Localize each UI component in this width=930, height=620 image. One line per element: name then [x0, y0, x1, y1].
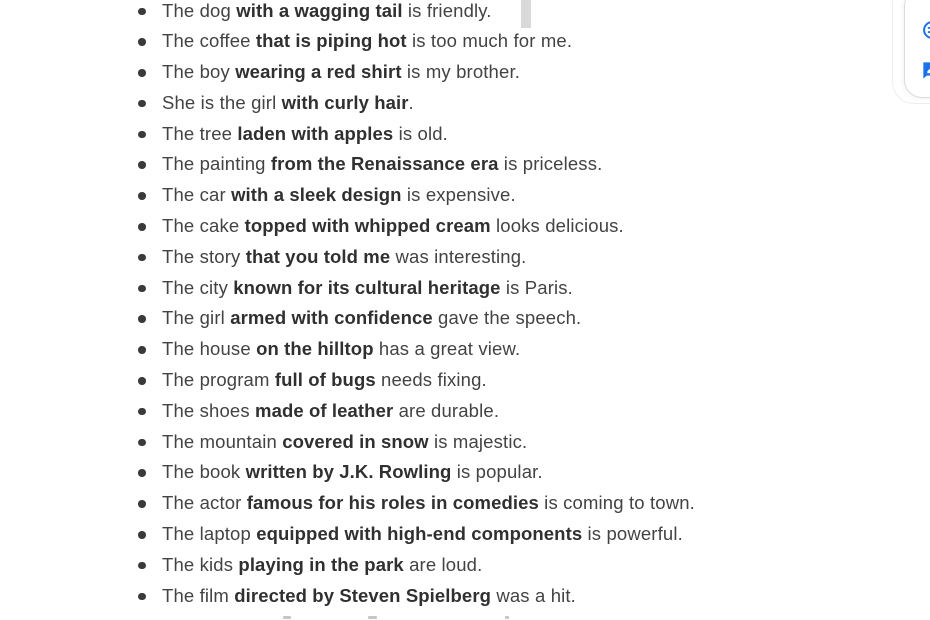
sentence-post: is old.: [393, 122, 448, 144]
sentence-pre: The shoes: [162, 399, 256, 421]
sentence-pre: She is the girl: [162, 91, 282, 113]
list-item: [138, 457, 910, 488]
sentence-pre: The kids: [162, 553, 239, 575]
sentence-bold-phrase: equipped with high-end components: [256, 523, 583, 545]
sentence-pre: The painting: [162, 153, 271, 175]
compose-chat-icon[interactable]: [920, 59, 930, 79]
clipped-text-fragment: [368, 616, 377, 619]
sentence-post: are durable.: [393, 399, 500, 421]
sentence-pre: The car: [162, 184, 232, 206]
sentence-post: is popular.: [451, 461, 543, 483]
list-item: [138, 119, 910, 150]
sentence-bold-phrase: wearing a red shirt: [235, 61, 402, 83]
list-item: [138, 242, 910, 273]
sentence-pre: The boy: [162, 61, 236, 83]
list-item: [138, 273, 910, 304]
sentence-post: is majestic.: [428, 430, 528, 452]
sentence-bold-phrase: full of bugs: [274, 369, 376, 391]
partial-next-line: [0, 615, 930, 620]
sentence-pre: The cake: [162, 215, 245, 237]
text-cursor: [521, 0, 531, 28]
sentence-pre: The coffee: [162, 30, 256, 52]
sentence-pre: The house: [162, 338, 257, 360]
sentence-post: gave the speech.: [432, 307, 582, 329]
sentence-post: is friendly.: [402, 0, 492, 21]
sentence-list: [138, 0, 910, 611]
sentence-bold-phrase: laden with apples: [237, 122, 394, 144]
sentence-pre: The program: [162, 369, 275, 391]
list-item: [138, 519, 910, 550]
sentence-pre: The dog: [162, 0, 237, 21]
circle-lines-icon[interactable]: [922, 20, 930, 40]
list-item: [138, 396, 910, 427]
list-item: [138, 581, 910, 612]
list-item: [138, 149, 910, 180]
list-item: [138, 26, 910, 57]
sentence-post: is priceless.: [498, 153, 603, 175]
sentence-post: was a hit.: [491, 584, 576, 606]
sentence-post: is coming to town.: [538, 492, 695, 514]
sentence-bold-phrase: with a sleek design: [231, 184, 402, 206]
sentence-pre: The city: [162, 276, 234, 298]
list-item: [138, 211, 910, 242]
sentence-post: is too much for me.: [406, 30, 573, 52]
list-item: [138, 550, 910, 581]
sentence-bold-phrase: from the Renaissance era: [270, 153, 499, 175]
sentence-bold-phrase: known for its cultural heritage: [233, 276, 501, 298]
sentence-pre: The mountain: [162, 430, 283, 452]
sentence-bold-phrase: with a wagging tail: [236, 0, 403, 21]
sentence-bold-phrase: that you told me: [245, 245, 391, 267]
sentence-bold-phrase: on the hilltop: [256, 338, 374, 360]
sentence-bold-phrase: that is piping hot: [255, 30, 407, 52]
sentence-bold-phrase: directed by Steven Spielberg: [234, 584, 492, 606]
sentence-pre: The book: [162, 461, 246, 483]
sentence-post: is my brother.: [401, 61, 521, 83]
list-item: [138, 180, 910, 211]
clipped-text-fragment: [283, 616, 291, 619]
list-item: [138, 488, 910, 519]
sentence-post: needs fixing.: [375, 369, 487, 391]
list-item: [138, 427, 910, 458]
list-item: [138, 334, 910, 365]
sentence-post: is powerful.: [582, 523, 683, 545]
sentence-bold-phrase: armed with confidence: [230, 307, 433, 329]
sentence-bold-phrase: with curly hair: [281, 91, 409, 113]
sentence-bold-phrase: written by J.K. Rowling: [245, 461, 452, 483]
list-item: [138, 303, 910, 334]
sentence-pre: The story: [162, 245, 246, 267]
list-item: [138, 88, 910, 119]
sentence-post: .: [408, 91, 414, 113]
sentence-post: looks delicious.: [490, 215, 624, 237]
sentence-bold-phrase: famous for his roles in comedies: [246, 492, 539, 514]
sentence-bold-phrase: made of leather: [255, 399, 394, 421]
sentence-pre: The film: [162, 584, 235, 606]
sentence-post: has a great view.: [373, 338, 521, 360]
sentence-post: are loud.: [403, 553, 483, 575]
sentence-bold-phrase: topped with whipped cream: [244, 215, 491, 237]
sentence-pre: The girl: [162, 307, 231, 329]
extension-widget-panel[interactable]: [904, 0, 930, 98]
sentence-pre: The tree: [162, 122, 238, 144]
sentence-bold-phrase: covered in snow: [282, 430, 429, 452]
list-item: [138, 365, 910, 396]
clipped-text-fragment: [505, 616, 509, 619]
sentence-post: is expensive.: [401, 184, 516, 206]
sentence-pre: The laptop: [162, 523, 257, 545]
sentence-pre: The actor: [162, 492, 247, 514]
sentence-post: was interesting.: [390, 245, 527, 267]
list-item: [138, 57, 910, 88]
sentence-post: is Paris.: [500, 276, 573, 298]
sentence-bold-phrase: playing in the park: [238, 553, 404, 575]
